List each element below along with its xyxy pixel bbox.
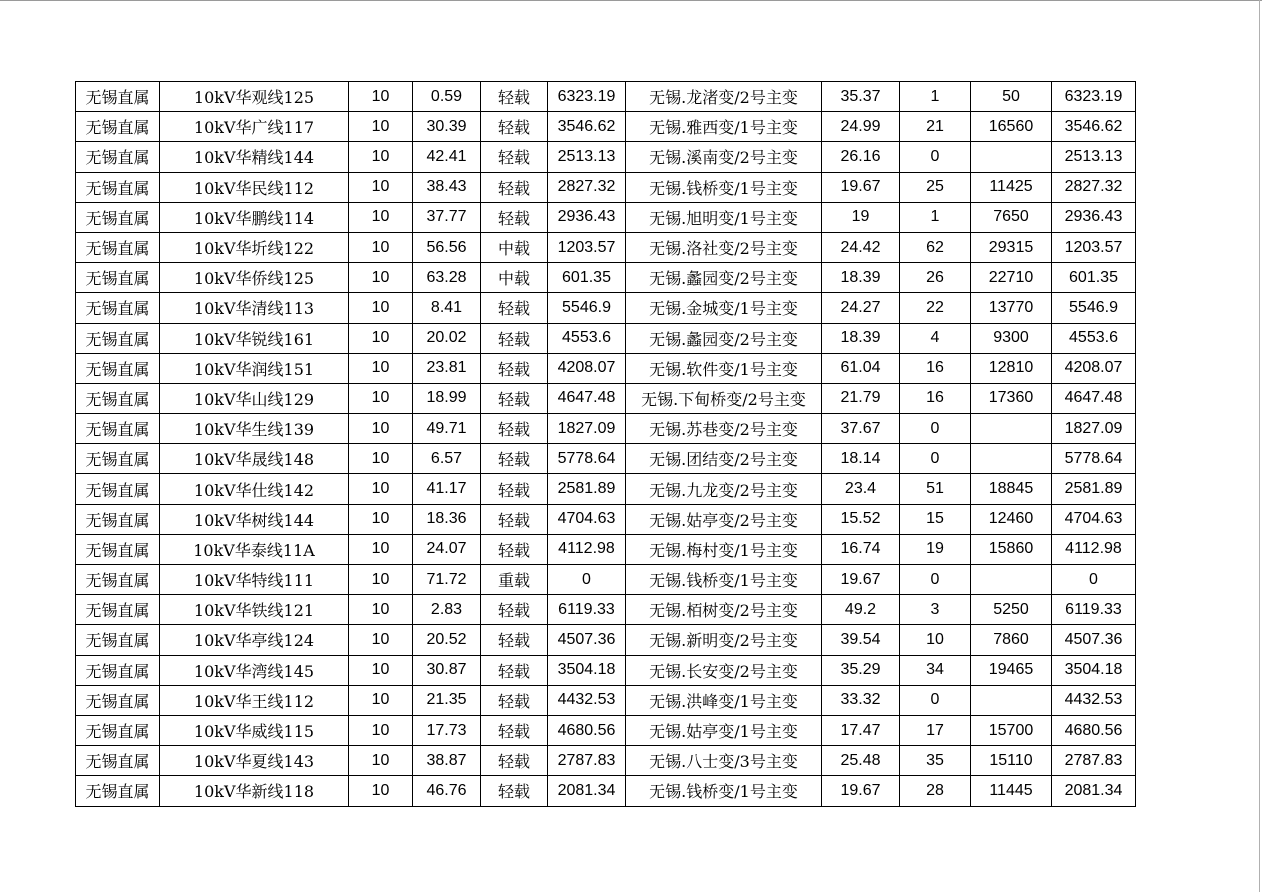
voltage-cell: 10 [349,474,413,504]
count-cell: 1 [900,202,971,232]
count-cell: 16 [900,383,971,413]
table-row [76,715,1136,745]
unit-cell: 无锡直属 [76,776,160,806]
capacity-cell: 18845 [971,474,1052,504]
feeder-name-cell: 10kV华新线118 [160,776,349,806]
unit-cell: 无锡直属 [76,474,160,504]
voltage-cell: 10 [349,232,413,262]
capacity-margin-cell: 5778.64 [548,444,626,474]
available-capacity-cell: 5546.9 [1052,293,1136,323]
load-status-cell: 轻载 [481,746,548,776]
transformer-cell: 无锡.八士变/3号主变 [626,746,822,776]
capacity-margin-cell: 4208.07 [548,353,626,383]
voltage-cell: 10 [349,565,413,595]
available-capacity-cell: 3546.62 [1052,112,1136,142]
capacity-cell: 7860 [971,625,1052,655]
load-status-cell: 中载 [481,232,548,262]
capacity-margin-cell: 0 [548,565,626,595]
load-status-cell: 轻载 [481,504,548,534]
available-capacity-cell: 0 [1052,565,1136,595]
load-status-cell: 轻载 [481,202,548,232]
load-status-cell: 轻载 [481,444,548,474]
capacity-margin-cell: 4680.56 [548,715,626,745]
load-rate-cell: 42.41 [413,142,481,172]
load-rate-cell: 6.57 [413,444,481,474]
available-capacity-cell: 2827.32 [1052,172,1136,202]
capacity-cell: 11425 [971,172,1052,202]
available-capacity-cell: 4432.53 [1052,685,1136,715]
capacity-cell: 12460 [971,504,1052,534]
table-row [76,685,1136,715]
transformer-cell: 无锡.苏巷变/2号主变 [626,414,822,444]
unit-cell: 无锡直属 [76,625,160,655]
count-cell: 0 [900,565,971,595]
transformer-cell: 无锡.蠡园变/2号主变 [626,263,822,293]
count-cell: 62 [900,232,971,262]
transformer-cell: 无锡.九龙变/2号主变 [626,474,822,504]
available-capacity-cell: 5778.64 [1052,444,1136,474]
transformer-load-cell: 49.2 [822,595,900,625]
unit-cell: 无锡直属 [76,263,160,293]
unit-cell: 无锡直属 [76,293,160,323]
feeder-name-cell: 10kV华铁线121 [160,595,349,625]
transformer-load-cell: 61.04 [822,353,900,383]
feeder-name-cell: 10kV华民线112 [160,172,349,202]
unit-cell: 无锡直属 [76,655,160,685]
transformer-load-cell: 21.79 [822,383,900,413]
transformer-cell: 无锡.姑亭变/1号主变 [626,715,822,745]
capacity-margin-cell: 4507.36 [548,625,626,655]
voltage-cell: 10 [349,172,413,202]
unit-cell: 无锡直属 [76,504,160,534]
load-rate-cell: 20.02 [413,323,481,353]
capacity-cell: 15860 [971,534,1052,564]
load-rate-cell: 18.99 [413,383,481,413]
table-row [76,323,1136,353]
load-rate-cell: 21.35 [413,685,481,715]
load-rate-cell: 46.76 [413,776,481,806]
transformer-cell: 无锡.团结变/2号主变 [626,444,822,474]
count-cell: 19 [900,534,971,564]
voltage-cell: 10 [349,82,413,112]
available-capacity-cell: 2581.89 [1052,474,1136,504]
available-capacity-cell: 2081.34 [1052,776,1136,806]
available-capacity-cell: 4112.98 [1052,534,1136,564]
voltage-cell: 10 [349,142,413,172]
table-row [76,534,1136,564]
available-capacity-cell: 1203.57 [1052,232,1136,262]
voltage-cell: 10 [349,776,413,806]
count-cell: 34 [900,655,971,685]
transformer-load-cell: 15.52 [822,504,900,534]
load-rate-cell: 18.36 [413,504,481,534]
transformer-cell: 无锡.钱桥变/1号主变 [626,776,822,806]
count-cell: 51 [900,474,971,504]
transformer-load-cell: 25.48 [822,746,900,776]
voltage-cell: 10 [349,414,413,444]
capacity-margin-cell: 2936.43 [548,202,626,232]
load-status-cell: 轻载 [481,414,548,444]
load-rate-cell: 41.17 [413,474,481,504]
table-body [76,82,1136,807]
load-rate-cell: 38.43 [413,172,481,202]
voltage-cell: 10 [349,685,413,715]
transformer-cell: 无锡.下甸桥变/2号主变 [626,383,822,413]
voltage-cell: 10 [349,444,413,474]
transformer-cell: 无锡.蠡园变/2号主变 [626,323,822,353]
transformer-cell: 无锡.雅西变/1号主变 [626,112,822,142]
capacity-cell: 5250 [971,595,1052,625]
table-row [76,263,1136,293]
capacity-cell [971,142,1052,172]
unit-cell: 无锡直属 [76,715,160,745]
transformer-load-cell: 24.99 [822,112,900,142]
capacity-margin-cell: 4112.98 [548,534,626,564]
available-capacity-cell: 4680.56 [1052,715,1136,745]
transformer-cell: 无锡.新明变/2号主变 [626,625,822,655]
transformer-load-cell: 39.54 [822,625,900,655]
load-status-cell: 轻载 [481,474,548,504]
load-status-cell: 轻载 [481,82,548,112]
available-capacity-cell: 2513.13 [1052,142,1136,172]
transformer-load-cell: 24.27 [822,293,900,323]
load-status-cell: 轻载 [481,595,548,625]
capacity-margin-cell: 6323.19 [548,82,626,112]
load-status-cell: 轻载 [481,293,548,323]
feeder-name-cell: 10kV华晟线148 [160,444,349,474]
feeder-name-cell: 10kV华威线115 [160,715,349,745]
capacity-cell: 7650 [971,202,1052,232]
transformer-cell: 无锡.姑亭变/2号主变 [626,504,822,534]
voltage-cell: 10 [349,715,413,745]
transformer-load-cell: 18.39 [822,323,900,353]
capacity-cell: 16560 [971,112,1052,142]
load-rate-cell: 24.07 [413,534,481,564]
available-capacity-cell: 6323.19 [1052,82,1136,112]
table-row [76,625,1136,655]
capacity-margin-cell: 3504.18 [548,655,626,685]
load-status-cell: 轻载 [481,112,548,142]
transformer-load-cell: 18.14 [822,444,900,474]
voltage-cell: 10 [349,293,413,323]
unit-cell: 无锡直属 [76,172,160,202]
load-status-cell: 轻载 [481,625,548,655]
count-cell: 35 [900,746,971,776]
transformer-cell: 无锡.钱桥变/1号主变 [626,172,822,202]
available-capacity-cell: 4647.48 [1052,383,1136,413]
transformer-load-cell: 33.32 [822,685,900,715]
unit-cell: 无锡直属 [76,565,160,595]
load-rate-cell: 20.52 [413,625,481,655]
voltage-cell: 10 [349,504,413,534]
capacity-cell: 19465 [971,655,1052,685]
table-row [76,232,1136,262]
load-status-cell: 轻载 [481,323,548,353]
capacity-margin-cell: 5546.9 [548,293,626,323]
load-rate-cell: 38.87 [413,746,481,776]
voltage-cell: 10 [349,263,413,293]
capacity-margin-cell: 3546.62 [548,112,626,142]
count-cell: 16 [900,353,971,383]
load-rate-cell: 2.83 [413,595,481,625]
voltage-cell: 10 [349,655,413,685]
feeder-name-cell: 10kV华特线111 [160,565,349,595]
unit-cell: 无锡直属 [76,353,160,383]
transformer-load-cell: 35.37 [822,82,900,112]
feeder-name-cell: 10kV华广线117 [160,112,349,142]
load-rate-cell: 30.39 [413,112,481,142]
load-rate-cell: 23.81 [413,353,481,383]
load-rate-cell: 63.28 [413,263,481,293]
capacity-cell: 17360 [971,383,1052,413]
available-capacity-cell: 4208.07 [1052,353,1136,383]
feeder-name-cell: 10kV华王线112 [160,685,349,715]
table-row [76,293,1136,323]
unit-cell: 无锡直属 [76,746,160,776]
transformer-cell: 无锡.旭明变/1号主变 [626,202,822,232]
count-cell: 28 [900,776,971,806]
available-capacity-cell: 3504.18 [1052,655,1136,685]
voltage-cell: 10 [349,534,413,564]
transformer-cell: 无锡.溪南变/2号主变 [626,142,822,172]
capacity-cell [971,565,1052,595]
feeder-name-cell: 10kV华润线151 [160,353,349,383]
count-cell: 15 [900,504,971,534]
capacity-cell: 9300 [971,323,1052,353]
capacity-margin-cell: 601.35 [548,263,626,293]
unit-cell: 无锡直属 [76,142,160,172]
capacity-margin-cell: 1203.57 [548,232,626,262]
feeder-name-cell: 10kV华泰线11A [160,534,349,564]
feeder-name-cell: 10kV华夏线143 [160,746,349,776]
available-capacity-cell: 4704.63 [1052,504,1136,534]
voltage-cell: 10 [349,202,413,232]
feeder-name-cell: 10kV华湾线145 [160,655,349,685]
load-rate-cell: 0.59 [413,82,481,112]
table-row [76,142,1136,172]
voltage-cell: 10 [349,353,413,383]
transformer-cell: 无锡.洪峰变/1号主变 [626,685,822,715]
load-status-cell: 轻载 [481,383,548,413]
capacity-cell: 15110 [971,746,1052,776]
transformer-cell: 无锡.软件变/1号主变 [626,353,822,383]
transformer-load-cell: 37.67 [822,414,900,444]
transformer-cell: 无锡.长安变/2号主变 [626,655,822,685]
capacity-margin-cell: 4704.63 [548,504,626,534]
load-rate-cell: 30.87 [413,655,481,685]
count-cell: 17 [900,715,971,745]
table-row [76,444,1136,474]
load-rate-cell: 8.41 [413,293,481,323]
load-rate-cell: 56.56 [413,232,481,262]
available-capacity-cell: 2936.43 [1052,202,1136,232]
transformer-cell: 无锡.洛社变/2号主变 [626,232,822,262]
feeder-name-cell: 10kV华锐线161 [160,323,349,353]
transformer-load-cell: 24.42 [822,232,900,262]
feeder-name-cell: 10kV华观线125 [160,82,349,112]
transformer-load-cell: 19.67 [822,565,900,595]
unit-cell: 无锡直属 [76,685,160,715]
table-row [76,172,1136,202]
load-status-cell: 中载 [481,263,548,293]
capacity-cell: 12810 [971,353,1052,383]
table-row [76,82,1136,112]
capacity-cell: 50 [971,82,1052,112]
capacity-margin-cell: 4647.48 [548,383,626,413]
load-rate-cell: 17.73 [413,715,481,745]
feeder-name-cell: 10kV华树线144 [160,504,349,534]
load-rate-cell: 37.77 [413,202,481,232]
count-cell: 0 [900,444,971,474]
capacity-margin-cell: 2081.34 [548,776,626,806]
capacity-cell: 22710 [971,263,1052,293]
transformer-cell: 无锡.栢树变/2号主变 [626,595,822,625]
feeder-name-cell: 10kV华生线139 [160,414,349,444]
table-row [76,655,1136,685]
unit-cell: 无锡直属 [76,202,160,232]
capacity-cell: 11445 [971,776,1052,806]
feeder-name-cell: 10kV华亭线124 [160,625,349,655]
transformer-cell: 无锡.钱桥变/1号主变 [626,565,822,595]
voltage-cell: 10 [349,383,413,413]
available-capacity-cell: 4553.6 [1052,323,1136,353]
transformer-load-cell: 35.29 [822,655,900,685]
unit-cell: 无锡直属 [76,534,160,564]
count-cell: 0 [900,685,971,715]
feeder-name-cell: 10kV华圻线122 [160,232,349,262]
table-row [76,202,1136,232]
voltage-cell: 10 [349,323,413,353]
feeder-name-cell: 10kV华仕线142 [160,474,349,504]
table-row [76,112,1136,142]
feeder-load-table [75,81,1136,807]
transformer-cell: 无锡.龙渚变/2号主变 [626,82,822,112]
available-capacity-cell: 1827.09 [1052,414,1136,444]
load-status-cell: 轻载 [481,715,548,745]
table-row [76,595,1136,625]
load-status-cell: 轻载 [481,534,548,564]
unit-cell: 无锡直属 [76,112,160,142]
count-cell: 4 [900,323,971,353]
unit-cell: 无锡直属 [76,414,160,444]
load-status-cell: 轻载 [481,655,548,685]
feeder-name-cell: 10kV华精线144 [160,142,349,172]
table-row [76,383,1136,413]
feeder-name-cell: 10kV华清线113 [160,293,349,323]
transformer-load-cell: 17.47 [822,715,900,745]
transformer-load-cell: 19 [822,202,900,232]
transformer-load-cell: 16.74 [822,534,900,564]
count-cell: 0 [900,414,971,444]
transformer-load-cell: 18.39 [822,263,900,293]
unit-cell: 无锡直属 [76,383,160,413]
unit-cell: 无锡直属 [76,444,160,474]
count-cell: 22 [900,293,971,323]
load-status-cell: 轻载 [481,142,548,172]
count-cell: 25 [900,172,971,202]
load-status-cell: 轻载 [481,685,548,715]
capacity-margin-cell: 2581.89 [548,474,626,504]
count-cell: 21 [900,112,971,142]
count-cell: 0 [900,142,971,172]
capacity-margin-cell: 2513.13 [548,142,626,172]
count-cell: 10 [900,625,971,655]
capacity-cell: 29315 [971,232,1052,262]
capacity-margin-cell: 2787.83 [548,746,626,776]
table-row [76,746,1136,776]
load-status-cell: 轻载 [481,776,548,806]
capacity-margin-cell: 2827.32 [548,172,626,202]
page-right-border [1259,0,1260,892]
voltage-cell: 10 [349,625,413,655]
table-row [76,776,1136,806]
capacity-cell: 15700 [971,715,1052,745]
table-row [76,414,1136,444]
capacity-cell [971,414,1052,444]
table-row [76,565,1136,595]
count-cell: 3 [900,595,971,625]
voltage-cell: 10 [349,112,413,142]
transformer-load-cell: 19.67 [822,172,900,202]
capacity-cell [971,444,1052,474]
voltage-cell: 10 [349,746,413,776]
transformer-cell: 无锡.梅村变/1号主变 [626,534,822,564]
capacity-cell: 13770 [971,293,1052,323]
transformer-cell: 无锡.金城变/1号主变 [626,293,822,323]
capacity-margin-cell: 1827.09 [548,414,626,444]
load-status-cell: 轻载 [481,353,548,383]
count-cell: 1 [900,82,971,112]
page-top-border [0,0,1262,1]
table-row [76,474,1136,504]
load-status-cell: 重载 [481,565,548,595]
feeder-name-cell: 10kV华鹏线114 [160,202,349,232]
feeder-name-cell: 10kV华侨线125 [160,263,349,293]
capacity-cell [971,685,1052,715]
transformer-load-cell: 19.67 [822,776,900,806]
load-rate-cell: 49.71 [413,414,481,444]
available-capacity-cell: 6119.33 [1052,595,1136,625]
table-row [76,504,1136,534]
unit-cell: 无锡直属 [76,82,160,112]
unit-cell: 无锡直属 [76,323,160,353]
load-rate-cell: 71.72 [413,565,481,595]
load-status-cell: 轻载 [481,172,548,202]
feeder-name-cell: 10kV华山线129 [160,383,349,413]
capacity-margin-cell: 6119.33 [548,595,626,625]
voltage-cell: 10 [349,595,413,625]
unit-cell: 无锡直属 [76,232,160,262]
table-row [76,353,1136,383]
capacity-margin-cell: 4432.53 [548,685,626,715]
count-cell: 26 [900,263,971,293]
unit-cell: 无锡直属 [76,595,160,625]
transformer-load-cell: 23.4 [822,474,900,504]
available-capacity-cell: 2787.83 [1052,746,1136,776]
capacity-margin-cell: 4553.6 [548,323,626,353]
available-capacity-cell: 601.35 [1052,263,1136,293]
available-capacity-cell: 4507.36 [1052,625,1136,655]
transformer-load-cell: 26.16 [822,142,900,172]
